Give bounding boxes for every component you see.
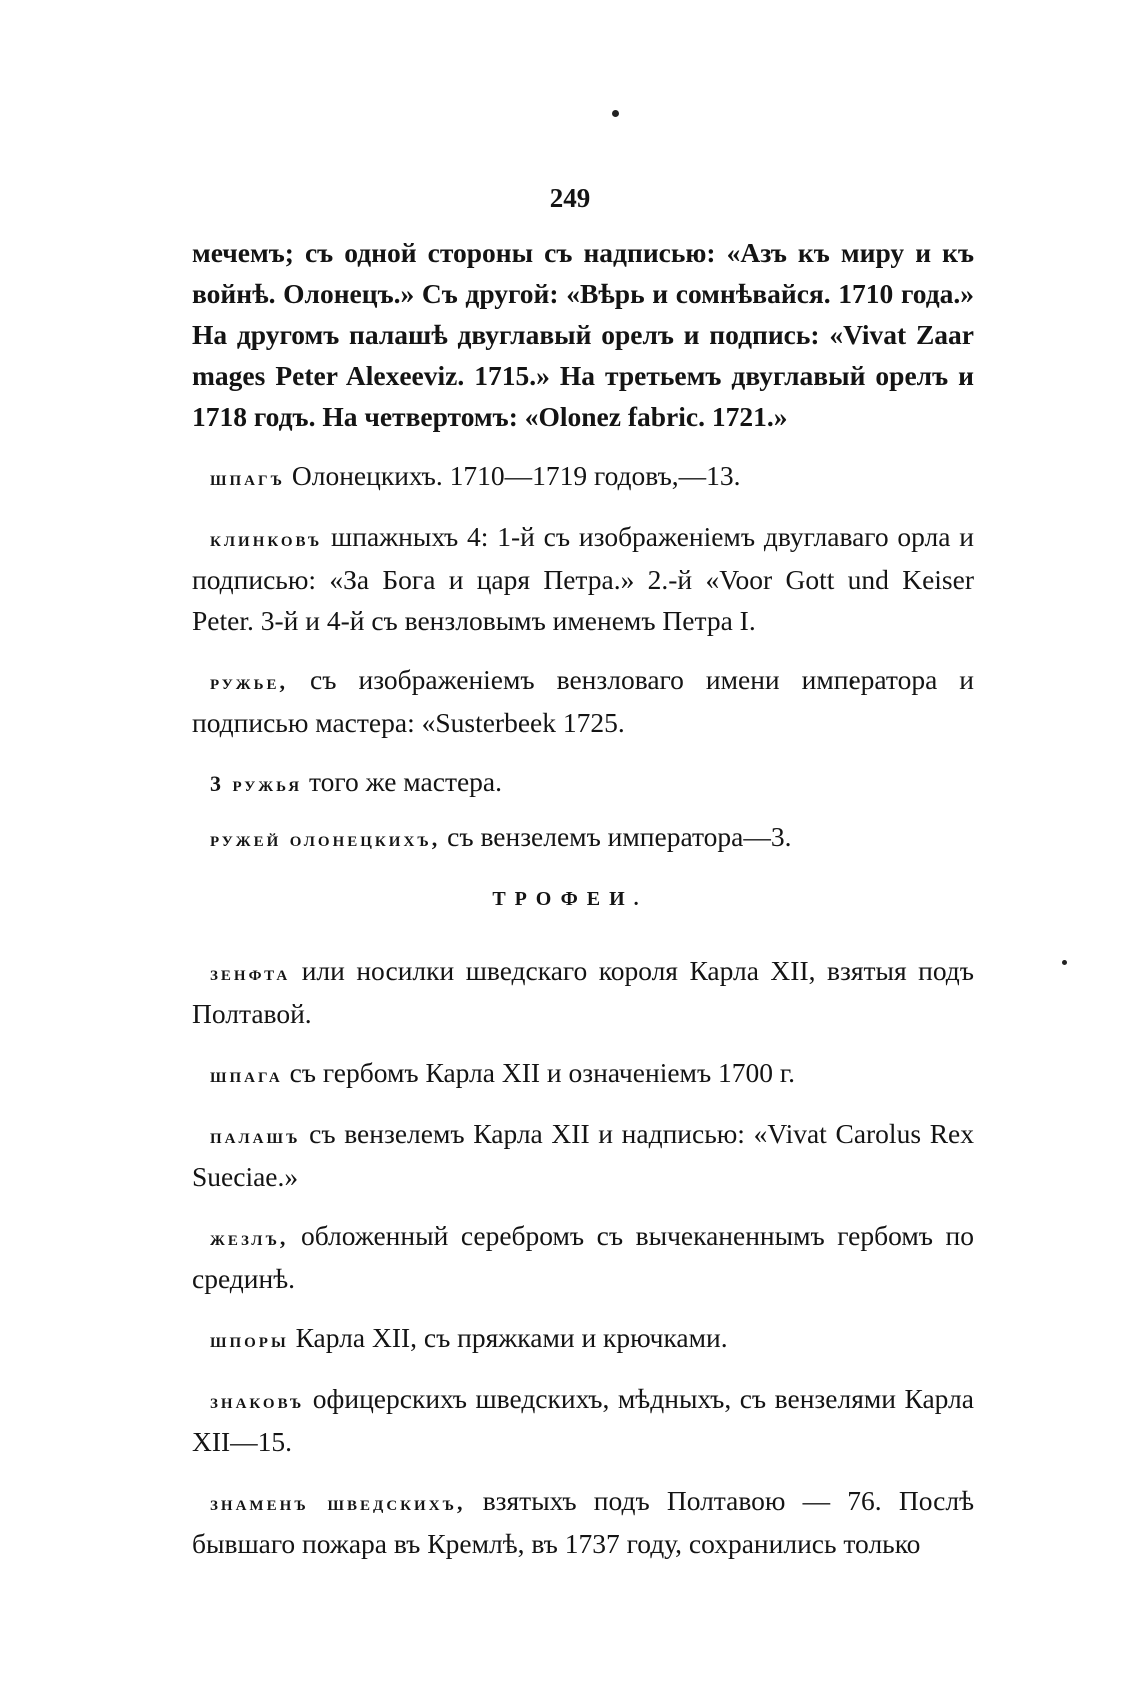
paragraph-lead: зенфта <box>210 960 291 985</box>
paragraph-lead: шпагъ <box>210 465 285 490</box>
text-block-top <box>192 232 974 859</box>
paragraph-lead: жезлъ, <box>210 1225 289 1250</box>
paragraph-text: того же мастера. <box>302 766 502 797</box>
paragraph-staff <box>192 1215 974 1299</box>
paragraph-text: съ изображеніемъ вензловаго имени императора и подписью мастера: «Susterbeek 1725. <box>192 664 974 738</box>
ink-speck <box>1062 960 1067 965</box>
paragraph-lead: ружей олонецкихъ, <box>210 826 441 851</box>
paragraph-lead: шпоры <box>210 1327 289 1352</box>
paragraph-sword <box>192 1052 974 1095</box>
paragraph-lead: клинковъ <box>210 526 323 551</box>
paragraph-lead: знаковъ <box>210 1388 305 1413</box>
paragraph-swords <box>192 232 974 437</box>
paragraph-spurs <box>192 1317 974 1360</box>
paragraph-text: взятыхъ подъ Полтавою — 76. Послѣ бывшаго пожара въ Кремлѣ, въ 1737 году, сохранились только <box>192 1485 974 1559</box>
paragraph-text: съ гербомъ Карла XII и означеніемъ 1700 г. <box>282 1057 795 1088</box>
paragraph-three-rifles <box>192 761 974 804</box>
paragraph-spades <box>192 455 974 498</box>
paragraph-lead: ружье, <box>210 669 289 694</box>
section-heading-trophies: ТРОФЕИ. <box>492 888 648 910</box>
paragraph-banners <box>192 1480 974 1564</box>
paragraph-text: съ вензелемъ императора—3. <box>440 821 792 852</box>
paragraph-blades <box>192 516 974 641</box>
paragraph-litter <box>192 950 974 1034</box>
paragraph-text: мечемъ; съ одной стороны съ надписью: «Азъ къ миру и къ войнѣ. Олонецъ.» Съ другой: «Вѣрь и сомнѣвайся. 1710 года.» На другомъ палашѣ двуглавый орелъ и подпись: «Vivat Zaar mages Peter Alexeeviz. 1715.» На третьемъ двуглавый орелъ и 1718 годъ. На четвертомъ: «Olonez fabric. 1721.» <box>192 237 974 432</box>
text-block-bottom <box>192 950 974 1564</box>
paragraph-lead: 3 ружья <box>210 771 303 796</box>
paragraph-text: обложенный серебромъ съ вычеканеннымъ гербомъ по срединѣ. <box>192 1220 974 1294</box>
page-number: 249 <box>549 183 591 213</box>
paragraph-rifle <box>192 659 974 743</box>
paragraph-text: офицерскихъ шведскихъ, мѣдныхъ, съ вензелями Карла XII—15. <box>192 1383 974 1457</box>
paragraph-lead: палашъ <box>210 1123 301 1148</box>
paragraph-olonets-rifles <box>192 816 974 859</box>
paragraph-text: Олонецкихъ. 1710—1719 годовъ,—13. <box>285 460 741 491</box>
paragraph-text: съ вензелемъ Карла XII и надписью: «Vivat Carolus Rex Sueciae.» <box>192 1118 974 1192</box>
paragraph-text: шпажныхъ 4: 1-й съ изображеніемъ двуглаваго орла и подписью: «За Бога и царя Петра.» 2.-й «Voor Gott und Keiser Peter. 3-й и 4-й съ вензловымъ именемъ Петра I. <box>192 521 974 636</box>
paragraph-lead: знаменъ шведскихъ, <box>210 1490 466 1515</box>
paragraph-broadsword <box>192 1113 974 1197</box>
ink-speck <box>612 110 619 117</box>
paragraph-text: или носилки шведскаго короля Карла XII, взятыя подъ Полтавой. <box>192 955 974 1029</box>
paragraph-text: Карла XII, съ пряжками и крючками. <box>288 1322 728 1353</box>
paragraph-insignia <box>192 1378 974 1462</box>
paragraph-lead: шпага <box>210 1062 283 1087</box>
